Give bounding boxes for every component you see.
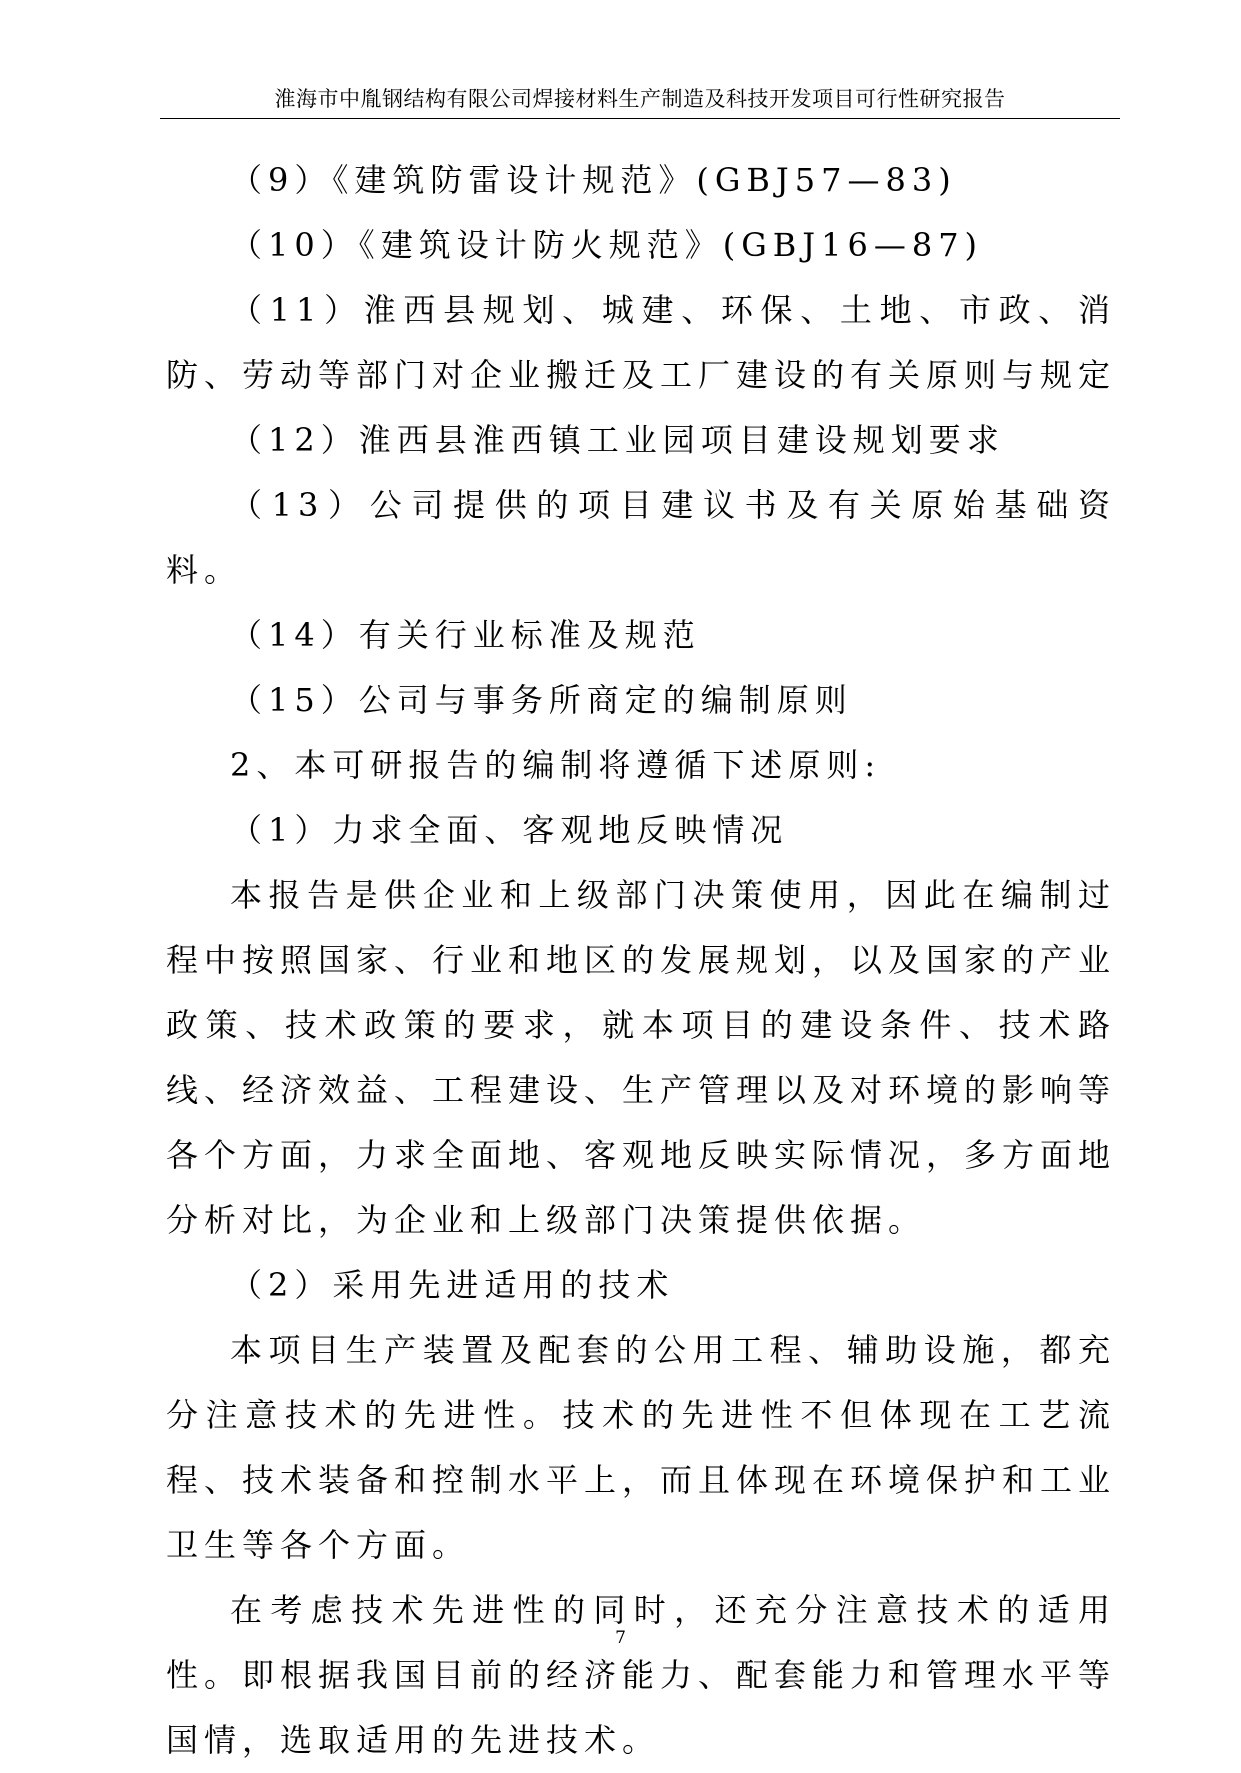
list-item-10: （10）《建筑设计防火规范》(GBJ16—87) — [230, 226, 984, 264]
list-item-12: （12）淮西县淮西镇工业园项目建设规划要求 — [230, 421, 1005, 459]
running-header: 淮海市中胤钢结构有限公司焊接材料生产制造及科技开发项目可行性研究报告 — [274, 87, 1006, 111]
principle-2-paragraph-2: 在考虑技术先进性的同时，还充分注意技术的适用性。即根据我国目前的经济能力、配套能力和管理水平等国情，选取适用的先进技术。 — [166, 1591, 1117, 1759]
list-item-13: （13）公司提供的项目建议书及有关原始基础资料。 — [166, 486, 1116, 589]
principle-1-heading: （1）力求全面、客观地反映情况 — [230, 811, 789, 849]
list-item-15: （15）公司与事务所商定的编制原则 — [230, 681, 853, 719]
principle-2-heading: （2）采用先进适用的技术 — [230, 1266, 675, 1304]
page-number: 7 — [615, 1628, 626, 1648]
list-item-14: （14）有关行业标准及规范 — [230, 616, 701, 654]
section-heading-principles: 2、本可研报告的编制将遵循下述原则: — [230, 746, 882, 784]
document-body — [166, 148, 1116, 1773]
principle-2-paragraph-1: 本项目生产装置及配套的公用工程、辅助设施，都充分注意技术的先进性。技术的先进性不但体现在工艺流程、技术装备和控制水平上，而且体现在环境保护和工业卫生等各个方面。 — [166, 1331, 1117, 1564]
list-item-11: （11）淮西县规划、城建、环保、土地、市政、消防、劳动等部门对企业搬迁及工厂建设的有关原则与规定 — [166, 291, 1117, 394]
header-rule — [160, 118, 1120, 119]
principle-1-paragraph: 本报告是供企业和上级部门决策使用，因此在编制过程中按照国家、行业和地区的发展规划，以及国家的产业政策、技术政策的要求，就本项目的建设条件、技术路线、经济效益、工程建设、生产管理以及对环境的影响等各个方面，力求全面地、客观地反映实际情况，多方面地分析对比，为企业和上级部门决策提供依据。 — [166, 876, 1117, 1239]
list-item-9: （9）《建筑防雷设计规范》(GBJ57—83) — [230, 161, 957, 199]
